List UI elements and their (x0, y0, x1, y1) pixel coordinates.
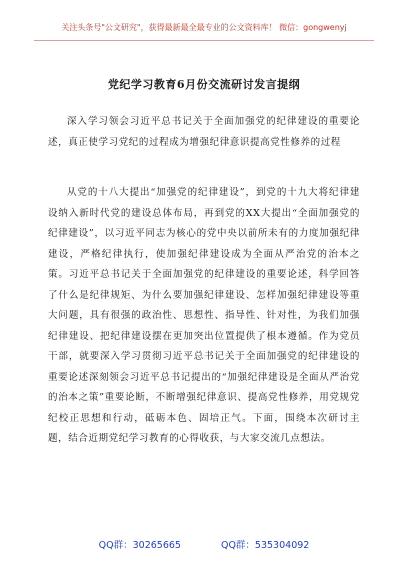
paragraph-2: 从党的十八大提出“加强党的纪律建设”，到党的十九大将纪律建设纳入新时代党的建设总体布局，再到党的XX大提出“全面加强党的纪律建设”，以习近平同志为核心的党中央以前所未有的力度加强纪律建设，严格纪律执行，使加强纪律建设成为全面从严治党的治本之策。习近平总书记关于全面加强党的纪律建设的重要论述，科学回答了什么是纪律规矩、为什么要加强纪律建设、怎样加强纪律建设等重大问题，具有很强的政治性、思想性、指导性、针对性，为我们加强纪律建设、把纪律建设摆在更加突出位置提供了根本遵循。作为党员干部，就要深入学习贯彻习近平总书记关于全面加强党的纪律建设的重要论述深刻领会习近平总书记提出的“加强纪律建设是全面从严治党的治本之策”重要论断，不断增强纪律意识、提高党性修养，用党规党纪校正思想和行动，砥砺本色、固培正气。下面，围绕本次研讨主题，结合近期党纪学习教育的心得收获，与大家交流几点想法。 (48, 187, 360, 444)
qq-group-2: QQ群：535304092 (220, 540, 310, 551)
document-title: 党纪学习教育6月份交流研讨发言提纲 (107, 78, 301, 91)
footer-qq-groups (0, 537, 408, 551)
header-promo-note: 关注头条号"公文研究"，获得最新最全最专业的公文资料库！ 微信：gongwenyj (61, 23, 347, 32)
header-divider (34, 40, 374, 41)
qq-group-1: QQ群：30265665 (98, 540, 181, 551)
paragraph-1: 深入学习领会习近平总书记关于全面加强党的纪律建设的重要论述，真正使学习党纪的过程成为增强纪律意识提高党性修养的过程 (48, 116, 360, 148)
